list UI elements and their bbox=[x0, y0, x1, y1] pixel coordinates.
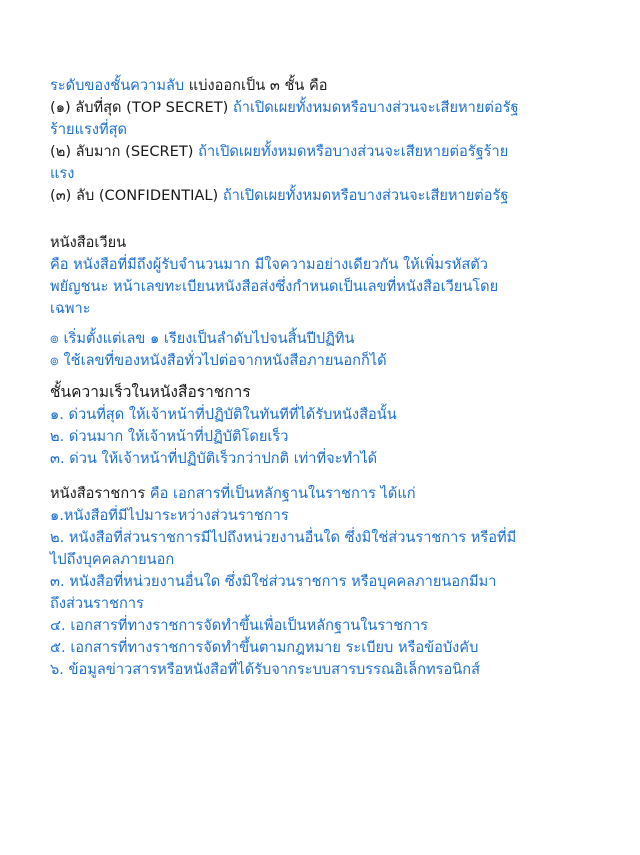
official-documents-line: ๓. หนังสือที่หน่วยงานอื่นใด ซึ่งมิใช่ส่วนราชการ หรือบุคคลภายนอกมีมา bbox=[50, 573, 497, 590]
official-documents-line: ๒. หนังสือที่ส่วนราชการมีไปถึงหน่วยงานอื่นใด ซึ่งมิใช่ส่วนราชการ หรือที่มี bbox=[50, 529, 517, 546]
circular-letter-section bbox=[50, 232, 600, 372]
official-documents-line: ไปถึงบุคคลภายนอก bbox=[50, 551, 175, 568]
secrecy-levels-title: ระดับของชั้นความลับ bbox=[50, 77, 185, 94]
secrecy-item-desc: ถ้าเปิดเผยทั้งหมดหรือบางส่วนจะเสียหายต่อรัฐร้าย bbox=[193, 143, 509, 160]
circular-letter-bullet: ๏ ใช้เลขที่ของหนังสือทั่วไปต่อจากหนังสือภายนอกก็ได้ bbox=[50, 352, 387, 369]
secrecy-item-3 bbox=[50, 185, 600, 207]
secrecy-item-continuation: ร้ายแรงที่สุด bbox=[50, 121, 127, 138]
official-documents-title: หนังสือราชการ bbox=[50, 485, 146, 502]
secrecy-levels-section bbox=[50, 75, 600, 207]
official-documents-line: ๖. ข้อมูลข่าวสารหรือหนังสือที่ได้รับจากระบบสารบรรณอิเล็กทรอนิกส์ bbox=[50, 661, 480, 678]
secrecy-item-continuation: แรง bbox=[50, 165, 75, 182]
official-documents-definition: คือ เอกสารที่เป็นหลักฐานในราชการ ได้แก่ bbox=[145, 485, 416, 502]
secrecy-item-label: (๓) ลับ (CONFIDENTIAL) bbox=[50, 187, 219, 204]
circular-letter-line: คือ หนังสือที่มีถึงผู้รับจำนวนมาก มีใจความอย่างเดียวกัน ให้เพิ่มรหัสตัว bbox=[50, 256, 488, 273]
circular-letter-line: พยัญชนะ หน้าเลขทะเบียนหนังสือส่งซึ่งกำหนดเป็นเลขที่หนังสือเวียนโดย bbox=[50, 278, 499, 295]
circular-letter-line: เฉพาะ bbox=[50, 300, 91, 317]
secrecy-levels-title-suffix: แบ่งออกเป็น ๓ ชั้น คือ bbox=[184, 77, 328, 94]
official-documents-line: ๕. เอกสารที่ทางราชการจัดทำขึ้นตามกฎหมาย ระเบียบ หรือข้อบังคับ bbox=[50, 639, 479, 656]
secrecy-item-label: (๑) ลับที่สุด (TOP SECRET) bbox=[50, 99, 229, 116]
urgency-item: ๓. ด่วน ให้เจ้าหน้าที่ปฏิบัติเร็วกว่าปกติ เท่าที่จะทำได้ bbox=[50, 450, 378, 467]
circular-letter-bullet: ๏ เริ่มตั้งแต่เลข ๑ เรียงเป็นลำดับไปจนสิ้นปีปฏิทิน bbox=[50, 330, 355, 347]
urgency-item: ๒. ด่วนมาก ให้เจ้าหน้าที่ปฏิบัติโดยเร็ว bbox=[50, 428, 289, 445]
official-documents-section bbox=[50, 483, 600, 681]
secrecy-item-1 bbox=[50, 97, 600, 119]
official-documents-line: ๑.หนังสือที่มีไปมาระหว่างส่วนราชการ bbox=[50, 507, 289, 524]
circular-letter-title: หนังสือเวียน bbox=[50, 234, 127, 251]
urgency-section bbox=[50, 380, 600, 470]
urgency-item: ๑. ด่วนที่สุด ให้เจ้าหน้าที่ปฏิบัติในทันทีที่ได้รับหนังสือนั้น bbox=[50, 406, 397, 423]
official-documents-line: ถึงส่วนราชการ bbox=[50, 595, 144, 612]
secrecy-item-desc: ถ้าเปิดเผยทั้งหมดหรือบางส่วนจะเสียหายต่อรัฐ bbox=[228, 99, 519, 116]
secrecy-item-desc: ถ้าเปิดเผยทั้งหมดหรือบางส่วนจะเสียหายต่อรัฐ bbox=[218, 187, 509, 204]
secrecy-item-2 bbox=[50, 141, 600, 163]
secrecy-levels-heading bbox=[50, 75, 600, 97]
urgency-title: ชั้นความเร็วในหนังสือราชการ bbox=[50, 383, 251, 401]
official-documents-heading bbox=[50, 483, 600, 505]
official-documents-line: ๔. เอกสารที่ทางราชการจัดทำขึ้นเพื่อเป็นหลักฐานในราชการ bbox=[50, 617, 429, 634]
secrecy-item-label: (๒) ลับมาก (SECRET) bbox=[50, 143, 194, 160]
